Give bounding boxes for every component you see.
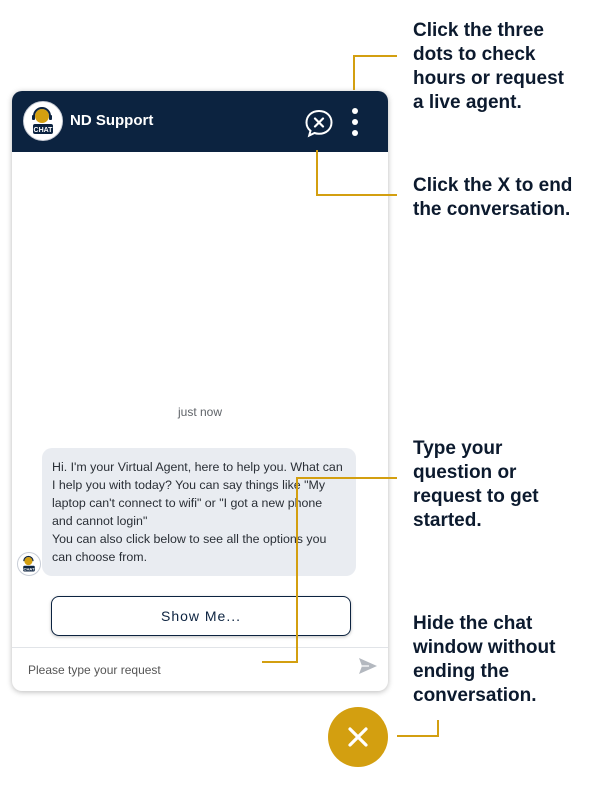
more-menu-button[interactable] — [346, 106, 364, 138]
message-text: You can also click below to see all the options you can choose from. — [52, 532, 327, 564]
hide-chat-button[interactable] — [328, 707, 388, 767]
chat-header — [12, 91, 388, 152]
end-chat-button[interactable] — [304, 108, 334, 138]
send-button[interactable] — [357, 655, 379, 677]
annotation-type-note: Type your question or request to get started. — [413, 438, 539, 531]
chat-title: ND Support — [70, 112, 154, 129]
annotation-menu-note: Click the three dots to check hours or request a live agent. — [413, 20, 564, 113]
input-divider — [12, 647, 388, 648]
message-text: Hi. I'm your Virtual Agent, here to help you. What can I help you with today? You can say things like "My laptop can't connect to wifi" or "I got a new phone and cannot login" — [52, 460, 343, 528]
agent-logo-icon — [24, 102, 62, 140]
chat-avatar — [23, 101, 63, 141]
annotation-end-note: Click the X to end the conversation. — [413, 175, 573, 220]
send-icon — [357, 655, 379, 677]
avatar-label: CHAT — [23, 566, 35, 572]
chat-widget — [12, 91, 388, 691]
show-me-button[interactable]: Show Me... — [51, 596, 351, 636]
message-timestamp: just now — [177, 405, 223, 419]
message-avatar — [17, 552, 41, 576]
agent-message-bubble — [42, 448, 356, 576]
close-icon — [328, 707, 388, 767]
more-vertical-icon — [352, 108, 358, 114]
message-input[interactable] — [26, 657, 350, 683]
avatar-label: CHAT — [33, 127, 53, 134]
annotation-hide-note: Hide the chat window without ending the conversation. — [413, 613, 556, 706]
end-chat-icon — [304, 108, 334, 138]
agent-logo-icon — [18, 553, 40, 575]
